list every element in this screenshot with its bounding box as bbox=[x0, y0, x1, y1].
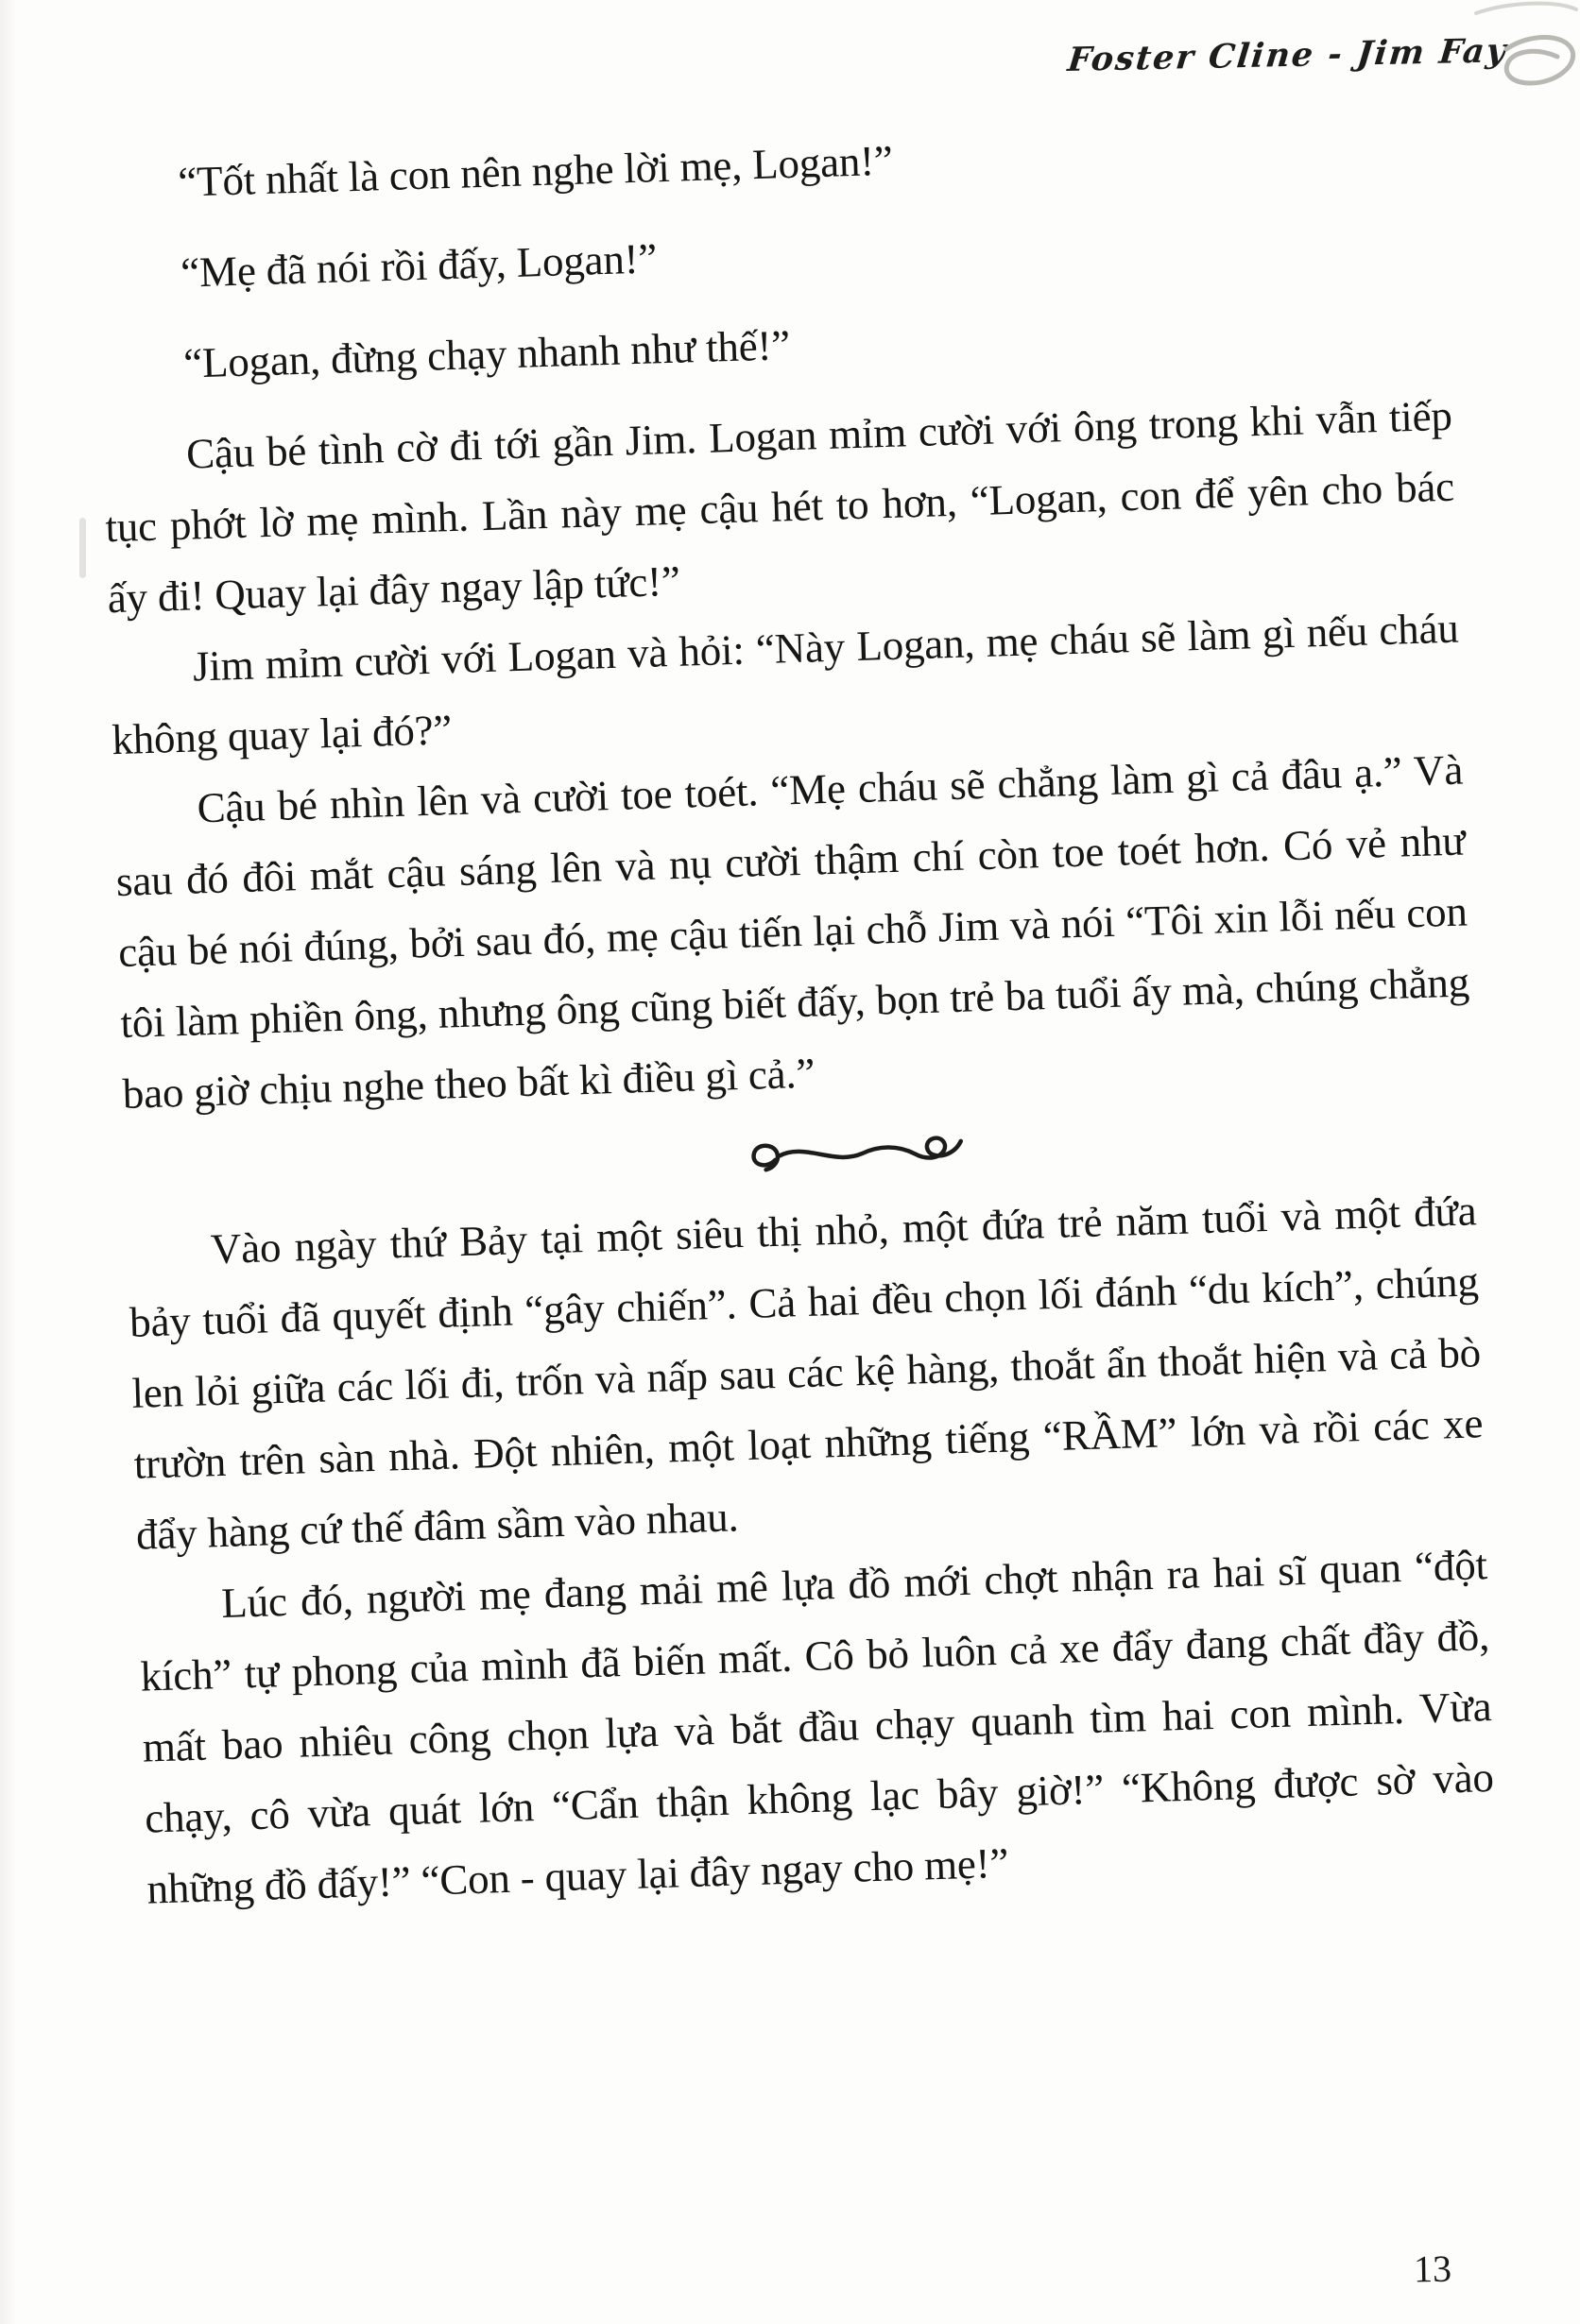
dialogue-line: “Logan, đừng chạy nhanh như thế!” bbox=[182, 321, 791, 387]
body-paragraph: Vào ngày thứ Bảy tại một siêu thị nhỏ, một đứa trẻ năm tuổi và một đứa bảy tuổi đã quyết định “gây chiến”. Cả hai đều chọn lối đánh “du kích”, chúng len lỏi giữa các lối đi, trốn và nấp sau các kệ hàng, thoắt ẩn thoắt hiện và cả bò trườn trên sàn nhà. Đột nhiên, một loạt những tiếng “RẦM” lớn và rồi các xe đẩy hàng cứ thế đâm sầm vào nhau. bbox=[129, 1187, 1484, 1559]
scroll-flourish-icon bbox=[746, 1122, 967, 1180]
body-paragraph: Jim mỉm cười với Logan và hỏi: “Này Logan, mẹ cháu sẽ làm gì nếu cháu không quay lại đó?” bbox=[111, 604, 1460, 764]
body-paragraph: Cậu bé nhìn lên và cười toe toét. “Mẹ cháu sẽ chẳng làm gì cả đâu ạ.” Và sau đó đôi mắt cậu sáng lên và nụ cười thậm chí còn toe toét hơn. Có vẻ như cậu bé nói đúng, bởi sau đó, mẹ cậu tiến lại chỗ Jim và nói “Tôi xin lỗi nếu con tôi làm phiền ông, nhưng ông cũng biết đấy, bọn trẻ ba tuổi ấy mà, chúng chẳng bao giờ chịu nghe theo bất kì điều gì cả.” bbox=[115, 745, 1470, 1118]
page-body bbox=[94, 109, 1497, 1925]
handwritten-note: Foster Cline - Jim Fay bbox=[1065, 31, 1510, 79]
scan-edge-smudge bbox=[79, 518, 86, 578]
dialogue-line: “Tốt nhất là con nên nghe lời mẹ, Logan!” bbox=[177, 136, 894, 206]
body-paragraph: Cậu bé tình cờ đi tới gần Jim. Logan mỉm cười với ông trong khi vẫn tiếp tục phớt lờ mẹ mình. Lần này mẹ cậu hét to hơn, “Logan, con để yên cho bác ấy đi! Quay lại đây ngay lập tức!” bbox=[104, 391, 1455, 623]
page-number: 13 bbox=[1413, 2247, 1452, 2291]
dialogue-line: “Mẹ đã nói rồi đấy, Logan!” bbox=[180, 234, 658, 297]
body-paragraph: Lúc đó, người mẹ đang mải mê lựa đồ mới chợt nhận ra hai sĩ quan “đột kích” tự phong của mình đã biến mất. Cô bỏ luôn cả xe đẩy đang chất đầy đồ, mất bao nhiêu công chọn lựa và bắt đầu chạy quanh tìm hai con mình. Vừa chạy, cô vừa quát lớn “Cẩn thận không lạc bây giờ!” “Không được sờ vào những đồ đấy!” “Con - quay lại đây ngay cho mẹ!” bbox=[139, 1541, 1495, 1913]
pencil-scribble-mark bbox=[1470, 0, 1580, 104]
